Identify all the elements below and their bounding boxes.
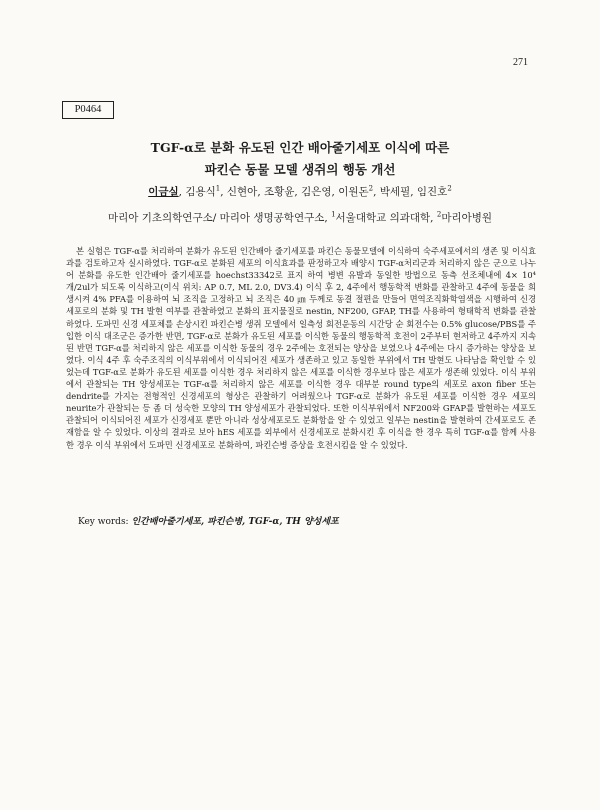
paper-code: P0464 — [62, 101, 114, 119]
title-line-1: TGF-α로 분화 유도된 인간 배아줄기세포 이식에 따른 — [150, 140, 450, 155]
keywords-values: 인간배아줄기세포, 파킨슨병, TGF-α, TH 양성세포 — [131, 517, 339, 527]
author-sup-2: 2 — [368, 184, 374, 193]
first-author: 이금실 — [148, 186, 179, 198]
author-sup-1: 1 — [215, 184, 221, 193]
title-line-2: 파킨슨 동물 모델 생쥐의 행동 개선 — [204, 162, 396, 177]
authors-part-2: , 신현아, 조황윤, 김은영, 이원돈 — [220, 186, 369, 198]
affiliation-part-1: 마리아 기초의학연구소/ 마리아 생명공학연구소, — [107, 212, 332, 224]
affiliation-part-2: 서울대학교 의과대학, — [335, 212, 437, 224]
abstract-body: 본 실험은 TGF-α를 처리하여 분화가 유도된 인간배아 줄기세포를 파킨슨 동물모델에 이식하여 숙주세포에서의 생존 및 이식효과를 검토하고자 실시하였다. TGF-α로 분화된 세포의 이식효과를 판정하고자 배양시 TGF-α처리군과 처리하지 않은 군으로 나누어 분화를 유도한 인간배아 줄기세포를 hoechst33342로 표지 하여 병변 유발과 동일한 방법으로 동측 선조체내에 4× 10⁴ 개/2ul가 되도록 이식하고(이식 위치: AP 0.7, ML 2.0, DV3.4) 이식 후 2, 4주에서 행동학적 변화를 관찰하고 4주에 동물을 희생시켜 4% PFA를 이용하여 뇌 조직을 고정하고 뇌 조직은 40 ㎛ 두께로 동결 절편을 만들어 면역조직화학염색을 시행하여 신경세포로의 분화 및 TH 발현 여부를 관찰하였고 분화의 표지물질로 nestin, NF200, GFAP, TH를 사용하여 형태학적 변화를 관찰하였다. 도파민 신경 세포체를 손상시킨 파킨슨병 생쥐 모델에서 일측성 회전운동의 시간당 순 회전수는 0.5% glucose/PBS를 주입한 이식 대조군은 증가한 반면, TGF-α로 분화가 유도된 세포를 이식한 동물의 행동학적 호전이 2주부터 현저하고 4주까지 지속된 반면 TGF-α를 처리하지 않은 세포를 이식한 동물의 경우 2주에는 호전되는 양상을 보였으나 4주에는 다시 증가하는 양상을 보였다. 이식 4주 후 숙주조직의 이식부위에서 이식되어진 세포가 생존하고 있고 동일한 부위에서 TH 발현도 나타남을 확인할 수 있었는데 TGF-α로 분화가 유도된 세포를 이식한 경우 처리하지 않은 세포를 이식한 경우보다 많은 세포가 생존해 있었다. 이식 부위에서 관찰되는 TH 양성세포는 TGF-α를 처리하지 않은 세포를 이식한 경우 대부분 round type의 세포로 axon fiber 또는 dendrite를 가지는 전형적인 신경세포의 형상은 관찰하기 어려웠으나 TGF-α로 분화가 유도된 세포를 이식한 경우 세포의 neurite가 관찰되는 등 좀 더 성숙한 모양의 TH 양성세포가 관찰되었다. 또한 이식부위에서 NF200와 GFAP를 발현하는 세포도 관찰되어 이식되어진 세포가 신경세포 뿐만 아니라 성상세포로도 분화함을 알 수 있었고 일부는 nestin을 발현하여 간세포로도 존재함을 알 수 있었다. 이상의 결과로 보아 hES 세포를 외부에서 신경세포로 분화시킨 후 이식을 한 경우 특히 TGF-α를 함께 사용한 경우 이식 부위에서 도파민 신경세포로 분화하여, 파킨슨병 증상을 호전시킴을 알 수 있었다. — [66, 246, 536, 450]
authors-part-3: , 박세필, 임진호 — [373, 186, 448, 198]
affiliation — [0, 211, 600, 225]
author-list — [0, 185, 600, 199]
authors-part-1: , 김용식 — [178, 186, 216, 198]
keywords — [78, 516, 538, 528]
affiliation-sup-1: 1 — [331, 210, 336, 219]
keywords-label: Key words: — [78, 517, 132, 527]
affiliation-sup-2: 2 — [436, 210, 442, 219]
page-number: 271 — [513, 57, 528, 68]
paper-title — [0, 137, 600, 181]
affiliation-part-3: 마리아병원 — [441, 212, 493, 224]
author-sup-3: 2 — [447, 184, 452, 193]
